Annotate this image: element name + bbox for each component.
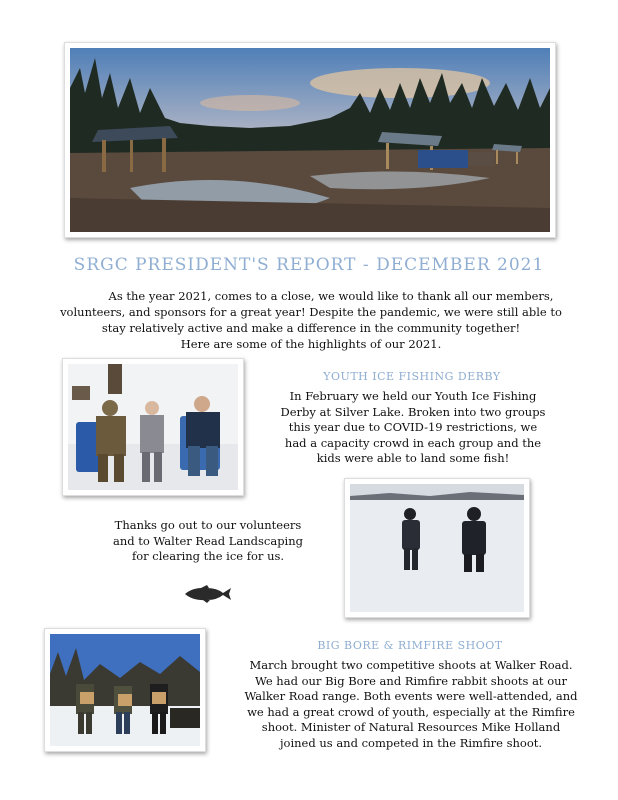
fish-icon [183,585,233,603]
shoot-line-3: Walker Road range. Both events were well-attended, and [244,689,578,703]
intro-line-2: volunteers, and sponsors for a great year! Despite the pandemic, we were still able to [60,305,562,319]
thanks-line-3: for clearing the ice for us. [131,549,285,563]
thanks-line-2: and to Walter Read Landscaping [112,533,304,548]
intro-line-3: stay relatively active and make a difference in the community together! [101,321,521,335]
intro-line-1: As the year 2021, comes to a close, we would like to thank all our members, [108,289,554,303]
range-panorama-photo [64,42,556,238]
youth-derby-line-1: In February we held our Youth Ice Fishing [289,389,537,403]
shoot-line-6: joined us and competed in the Rimfire shoot. [279,735,543,750]
youth-derby-line-3: this year due to COVID-19 restrictions, we [288,420,538,434]
ice-fishing-group-photo [62,358,244,496]
youth-derby-line-4: had a capacity crowd in each group and the [284,435,542,450]
youth-derby-line-5: kids were able to land some fish! [316,451,510,465]
shoot-heading: BIG BORE & RIMFIRE SHOOT [317,639,503,652]
youth-derby-heading: YOUTH ICE FISHING DERBY [323,370,501,383]
youth-derby-line-2: Derby at Silver Lake. Broken into two groups [280,404,546,419]
thanks-paragraph [96,518,320,565]
shoot-line-5: shoot. Minister of Natural Resources Mike Holland [261,720,561,734]
shoot-line-2: We had our Big Bore and Rimfire rabbit shoots at our [254,673,568,688]
shoot-paragraph [226,658,596,751]
rabbit-shoot-photo [44,628,206,752]
thanks-line-1: Thanks go out to our volunteers [114,518,302,532]
shoot-line-1: March brought two competitive shoots at Walker Road. [249,658,573,672]
page-title: SRGC PRESIDENT'S REPORT - DECEMBER 2021 [73,255,545,275]
shoot-line-4: we had a great crowd of youth, especially at the Rimfire [247,704,575,719]
youth-derby-paragraph [258,389,568,467]
intro-line-4: Here are some of the highlights of our 2021. [180,337,442,351]
intro-paragraph [56,288,566,352]
kids-on-ice-photo [344,478,530,618]
